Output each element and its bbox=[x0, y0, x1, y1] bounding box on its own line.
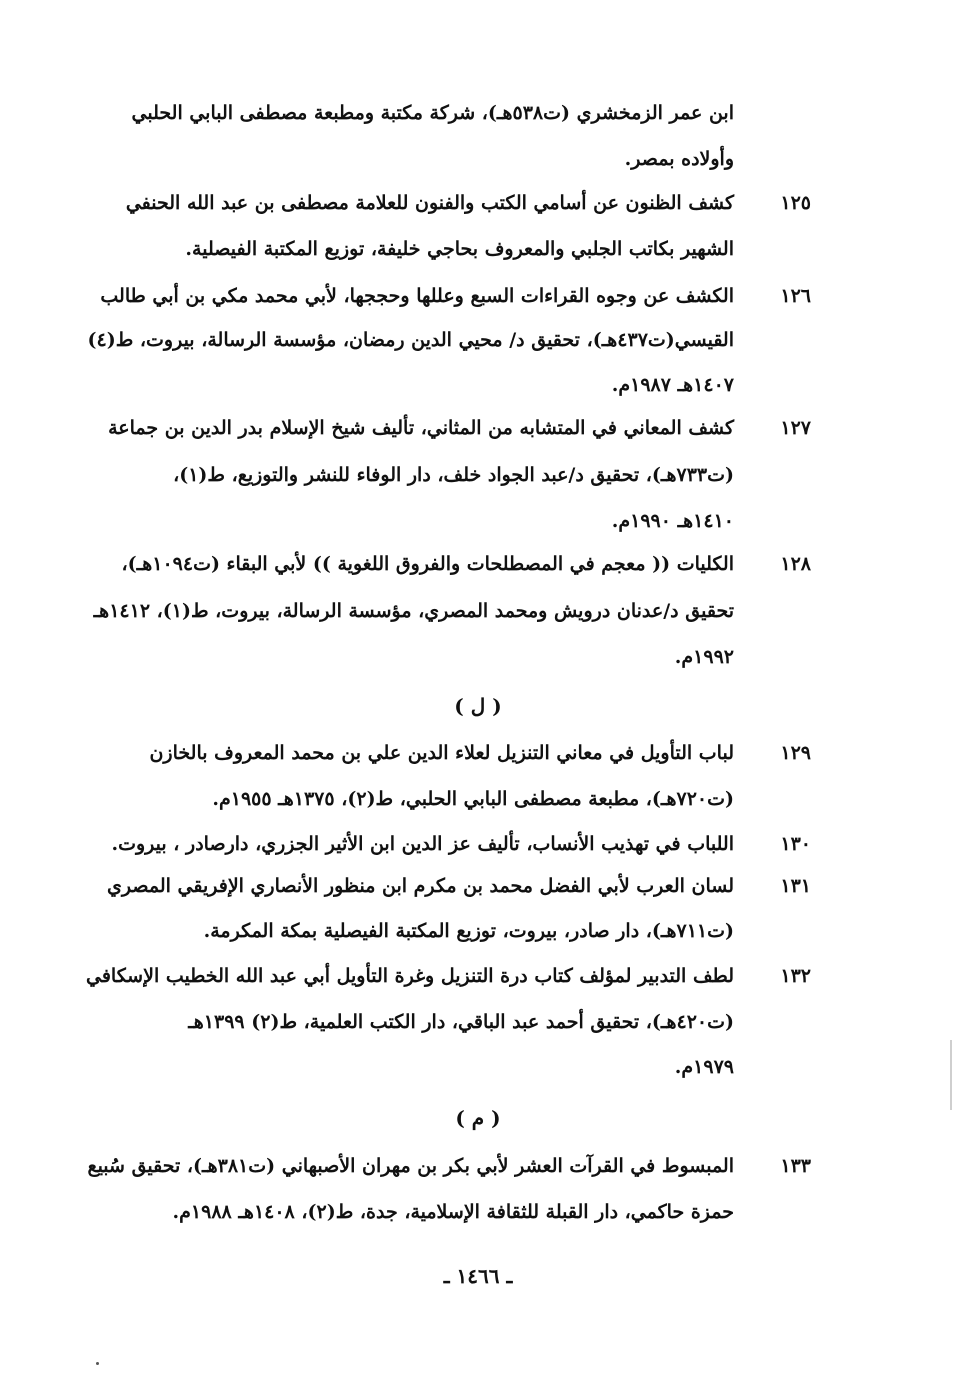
entry-127-line-3: ١٤١٠هـ ١٩٩٠م. bbox=[611, 510, 734, 532]
entry-128-line-2: تحقيق د/عدنان درويش ومحمد المصري، مؤسسة الرسالة، بيروت، ط(١)، ١٤١٢هـ bbox=[93, 600, 734, 622]
section-heading-mim: ( م ) bbox=[455, 1106, 501, 1130]
entry-133-line-2: حمزة حاكمي، دار القبلة للثقافة الإسلامية، جدة، ط(٢)، ١٤٠٨هـ ١٩٨٨م. bbox=[172, 1201, 734, 1223]
entry-132-line-2: (ت٤٢٠هـ)، تحقيق أحمد عبد الباقي، دار الكتب العلمية، ط(٢) ١٣٩٩هـ bbox=[188, 1011, 734, 1033]
entry-number-128: ١٢٨ bbox=[780, 553, 811, 575]
entry-number-126: ١٢٦ bbox=[780, 285, 811, 307]
entry-127-line-2: (ت٧٣٣هـ)، تحقيق د/عبد الجواد خلف، دار الوفاء للنشر والتوزيع، ط(١)، bbox=[173, 464, 734, 486]
continuation-line-1: ابن عمر الزمخشري (ت٥٣٨هـ)، شركة مكتبة ومطبعة مصطفى البابي الحلبي bbox=[131, 102, 734, 124]
entry-126-line-3: ١٤٠٧هـ ١٩٨٧م. bbox=[611, 374, 734, 396]
entry-129-line-1: لباب التأويل في معاني التنزيل لعلاء الدين علي بن محمد المعروف بالخازن bbox=[149, 742, 734, 764]
entry-133-line-1: المبسوط في القرآت العشر لأبي بكر بن مهران الأصبهاني (ت٣٨١هـ)، تحقيق سُبيع bbox=[87, 1155, 734, 1177]
entry-128-line-3: ١٩٩٢م. bbox=[674, 646, 734, 668]
page-number: ـ ١٤٦٦ ـ bbox=[443, 1264, 513, 1288]
entry-132-line-3: ١٩٧٩م. bbox=[674, 1056, 734, 1078]
scan-speck bbox=[96, 1362, 99, 1365]
entry-number-132: ١٣٢ bbox=[780, 965, 811, 987]
entry-131-line-2: (ت٧١١هـ)، دار صادر، بيروت، توزيع المكتبة الفيصلية بمكة المكرمة. bbox=[203, 920, 734, 942]
entry-125-line-2: الشهير بكاتب الجلبي والمعروف بحاجي خليفة، توزيع المكتبة الفيصلية. bbox=[185, 238, 734, 260]
continuation-line-2: وأولاده بمصر. bbox=[624, 148, 734, 170]
entry-131-line-1: لسان العرب لأبي الفضل محمد بن مكرم ابن منظور الأنصاري الإفريقي المصري bbox=[107, 875, 734, 897]
entry-132-line-1: لطف التدبير لمؤلف كتاب درة التنزيل وغرة التأويل أبي عبد الله الخطيب الإسكافي bbox=[85, 965, 734, 987]
entry-130-line-1: اللباب في تهذيب الأنساب، تأليف عز الدين ابن الأثير الجزري، دارصادر ، بيروت. bbox=[111, 833, 734, 855]
entry-127-line-1: كشف المعاني في المتشابه من المثاني، تأليف شيخ الإسلام بدر الدين بن جماعة bbox=[108, 417, 734, 439]
section-heading-lam: ( ل ) bbox=[454, 694, 502, 718]
entry-128-line-1: الكليات (( معجم في المصطلحات والفروق اللغوية )) لأبي البقاء (ت١٠٩٤هـ)، bbox=[121, 553, 734, 575]
entry-number-129: ١٢٩ bbox=[780, 742, 811, 764]
scan-edge-mark bbox=[950, 1040, 952, 1110]
entry-number-131: ١٣١ bbox=[780, 875, 811, 897]
entry-number-130: ١٣٠ bbox=[780, 833, 811, 855]
entry-125-line-1: كشف الظنون عن أسامي الكتب والفنون للعلامة مصطفى بن عبد الله الحنفي bbox=[125, 192, 734, 214]
entry-126-line-1: الكشف عن وجوه القراءات السبع وعللها وحججها، لأبي محمد مكي بن أبي طالب bbox=[100, 285, 734, 307]
entry-number-125: ١٢٥ bbox=[780, 192, 811, 214]
entry-126-line-2: القيسي(ت٤٣٧هـ)، تحقيق د/ محيي الدين رمضان، مؤسسة الرسالة، بيروت، ط(٤) bbox=[87, 329, 734, 351]
entry-number-127: ١٢٧ bbox=[780, 417, 811, 439]
entry-129-line-2: (ت٧٢٠هـ)، مطبعة مصطفى البابي الحلبي، ط(٢)، ١٣٧٥هـ ١٩٥٥م. bbox=[212, 788, 734, 810]
entry-number-133: ١٣٣ bbox=[780, 1155, 811, 1177]
